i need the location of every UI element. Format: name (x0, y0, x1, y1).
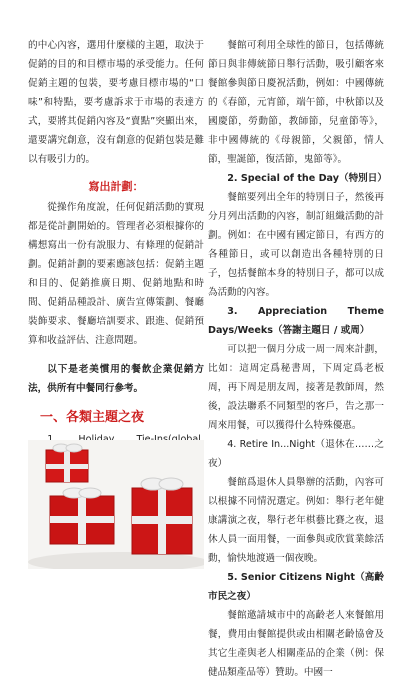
left-column (28, 36, 204, 487)
item-2-heading: 2. Special of the Day（特別日） (227, 173, 387, 184)
intro-paragraph: 的中心內容，選用什麼樣的主題，取決于促銷的目的和目標市場的承受能力。任何促銷主題的包裝，要考慮目標市場的“口味”和特點，要考慮訴求于市場的表達方式，要將其促銷內容及“賣點”突顯出來，還要講究創意，沒有創意的促銷包裝是難以有吸引力的。 (28, 40, 204, 165)
item-3-paragraph: 可以把一個月分成一周一周來計劃，比如：這周定爲秘書周，下周定爲老板周，再下周是朋友周，接著是教師周，然後，設法聯系不同類型的客戶，告之那一周來用餐，可以獲得什么特殊優惠。 (208, 344, 384, 431)
item-2-paragraph: 餐館要列出全年的特別日子，然後再分月列出活動的內容，制訂組織活動的計劃。例如：在中國有國定節日，有西方的各種節日，或可以創造出各種特別的日子，包括餐館本身的特別日子，都可以成為活動的內容。 (208, 192, 384, 298)
plan-paragraph: 從操作角度說，任何促銷活動的實現都是從計劃開始的。管理者必須根據你的構想寫出一份有說服力、有條理的促銷計劃。促銷計劃的要素應該包括：促銷主題和目的、促銷推廣日期、促銷地點和時間、促銷品種設計、廣告宣傳策劃、餐廳裝飾要求、餐廳培訓要求、跟進、促銷預算和收益評估、注意問題。 (28, 202, 204, 346)
item-4-paragraph: 餐館爲退休人員舉辦的活動，內容可以根據不同情況選定。例如：舉行老年健康講演之夜，舉行老年棋藝比賽之夜，退休人員一面用餐，一面參與或欣賞業餘活動，愉快地渡過一個夜晚。 (208, 477, 384, 564)
note-paragraph: 以下是老美慣用的餐飲企業促銷方法，供所有中餐同行參考。 (28, 364, 204, 394)
plan-heading: 寫出計劃： (88, 180, 144, 193)
section-heading: 一、各類主題之夜 (40, 410, 145, 425)
item-5-paragraph: 餐館邀請城市中的高齡老人來餐館用餐，費用由餐館提供或由相關老齡協會及其它生產與老人相關產品的企業（例：保健品類產品等）贊助。中國一 (208, 610, 384, 678)
holiday-paragraph: 餐館可利用全球性的節日，包括傳統節日與非傳統節日舉行活動，吸引顧客來餐館參與節日慶祝活動，例如：中國傳統的《春節，元宵節，端午節，中秋節以及國慶節，勞動節，教師節，兒童節等》，非中國傳統的《母親節，父親節，情人節，聖誕節，復活節，鬼節等》。 (208, 40, 384, 165)
item-5-heading: 5. Senior Citizens Night（高齡市民之夜） (208, 572, 384, 602)
item-4-heading: 4. Retire In...Night（退休在……之夜） (208, 439, 384, 469)
item-3-heading: 3. Appreciation Theme Days/Weeks（答謝主題日 / 或周） (208, 306, 384, 336)
right-column (208, 36, 387, 682)
gift-boxes-illustration (28, 440, 204, 569)
gift-boxes-photo (28, 440, 204, 569)
